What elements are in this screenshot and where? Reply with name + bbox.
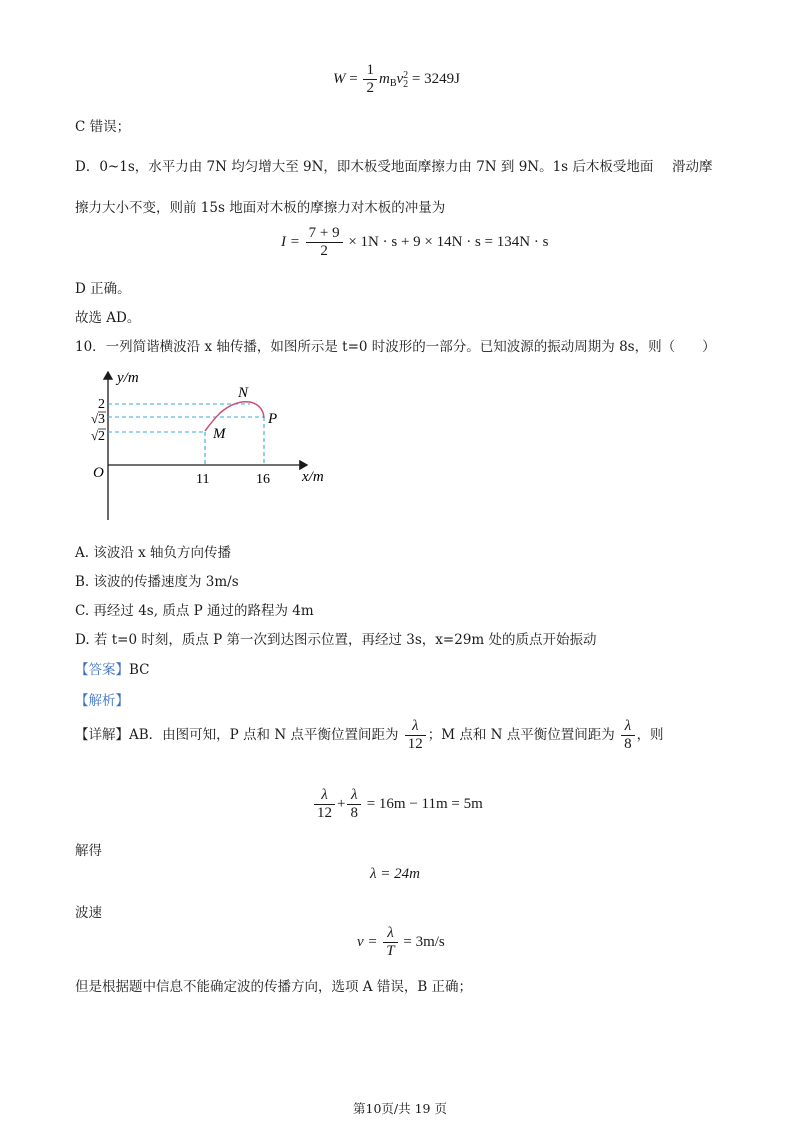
detail-frac1-den: 12: [407, 736, 423, 752]
eq-v-num: λ: [383, 925, 397, 943]
page-footer: 第10页/共 19 页: [353, 1101, 447, 1116]
eq-i-lhs: I =: [281, 233, 300, 250]
y-tick-2: 2: [98, 397, 105, 412]
eq-i-fraction: [306, 225, 343, 260]
para-d-line2: 擦力大小不变，则前 15s 地面对木板的摩擦力对木板的冲量为: [75, 200, 446, 216]
answer-line: [75, 658, 150, 678]
eq-sum-f2-den: 8: [350, 805, 358, 821]
para-d-line1-right: 滑动摩: [672, 159, 713, 175]
y-axis-label: y/m: [117, 370, 139, 386]
eq-sum-f2-num: λ: [347, 787, 361, 805]
line-conclusion: 但是根据题中信息不能确定波的传播方向，选项 A 错误，B 正确；: [75, 979, 473, 995]
detail-line: [75, 718, 664, 753]
wave-graph: [75, 360, 355, 530]
point-n-label: N: [238, 385, 249, 401]
option-c: C. 再经过 4s, 质点 P 通过的路程为 4m: [75, 603, 314, 619]
eq-w-fraction: [363, 62, 377, 97]
line-speed: 波速: [75, 905, 102, 921]
equation-velocity: [357, 925, 445, 960]
para-d-line1: D．0~1s，水平力由 7N 均匀增大至 9N，即木板受地面摩擦力由 7N 到 9N。1s 后木板受地面: [75, 159, 654, 175]
line-c-wrong: C 错误；: [75, 119, 131, 135]
detail-text-c: ，则: [636, 727, 664, 743]
answer-value: BC: [129, 662, 150, 678]
eq-sum-f1-den: 12: [317, 805, 332, 821]
line-choose: 故选 AD。: [75, 310, 141, 326]
y-tick-sqrt2: 2: [98, 429, 105, 444]
answer-tag: 【答案】: [75, 662, 129, 678]
equation-impulse: [281, 225, 548, 260]
x-tick-11: 11: [196, 472, 210, 487]
eq-w-v-scripts: [403, 71, 408, 89]
eq-sum-f1-num: λ: [314, 787, 335, 805]
eq-v-den: T: [386, 943, 395, 959]
eq-w-m-sub: B: [389, 77, 397, 89]
eq-v-lhs: v =: [357, 933, 378, 950]
eq-sum-frac2: [347, 787, 361, 822]
eq-sum-frac1: [314, 787, 335, 822]
eq-w-v-sub: 2: [403, 78, 409, 90]
x-tick-16: 16: [256, 472, 270, 487]
detail-text-a: AB．由图可知，P 点和 N 点平衡位置间距为: [129, 727, 399, 743]
x-axis-label: x/m: [302, 469, 324, 485]
detail-frac2-num: λ: [621, 718, 635, 736]
eq-w-num: 1: [363, 62, 377, 80]
eq-w-rhs: = 3249J: [411, 70, 460, 87]
detail-frac1-num: λ: [405, 718, 426, 736]
y-tick-sqrt2-radical: √: [91, 428, 99, 443]
option-a: A. 该波沿 x 轴负方向传播: [75, 545, 232, 561]
point-p-label: P: [268, 411, 278, 427]
option-b: B. 该波的传播速度为 3m/s: [75, 574, 239, 590]
equation-lambda: λ = 24m: [370, 866, 420, 882]
eq-sum-rhs: = 16m − 11m = 5m: [366, 795, 483, 812]
eq-i-rest: × 1N · s + 9 × 14N · s = 134N · s: [348, 233, 549, 250]
detail-frac2-den: 8: [624, 736, 632, 752]
y-tick-sqrt3: 3: [98, 412, 105, 427]
detail-fraction-2: [621, 718, 635, 753]
option-d: D. 若 t=0 时刻，质点 P 第一次到达图示位置，再经过 3s，x=29m 处的质点开始振动: [75, 632, 597, 648]
origin-label: O: [93, 465, 104, 481]
question-10: 10．一列简谐横波沿 x 轴传播，如图所示是 t=0 时波形的一部分。已知波源的振动周期为 8s，则（ ）: [75, 339, 716, 355]
analysis-tag: 【解析】: [75, 693, 129, 709]
eq-w-den: 2: [366, 80, 374, 96]
detail-tag: 【详解】: [75, 727, 129, 743]
eq-w-m: m: [378, 70, 390, 87]
eq-i-den: 2: [320, 243, 328, 259]
eq-sum-plus: +: [337, 795, 346, 812]
line-d-correct: D 正确。: [75, 281, 131, 297]
eq-w-v-sup: 2: [403, 69, 409, 81]
eq-w-lhs: W: [333, 70, 346, 87]
line-solve: 解得: [75, 843, 102, 859]
eq-i-num: 7 + 9: [306, 225, 343, 243]
y-tick-sqrt3-radical: √: [91, 411, 99, 426]
point-m-label: M: [213, 426, 226, 442]
eq-v-rhs: = 3m/s: [403, 933, 445, 950]
eq-w-v: v: [396, 70, 404, 87]
equation-sum: [312, 787, 483, 822]
detail-text-b: ；M 点和 N 点平衡位置间距为: [427, 727, 615, 743]
eq-v-fraction: [383, 925, 397, 960]
equation-work: W = $\frac{1}{2}$ $m_Bv$ 2 2 = 3249J: [333, 62, 460, 96]
detail-fraction-1: [405, 718, 426, 753]
